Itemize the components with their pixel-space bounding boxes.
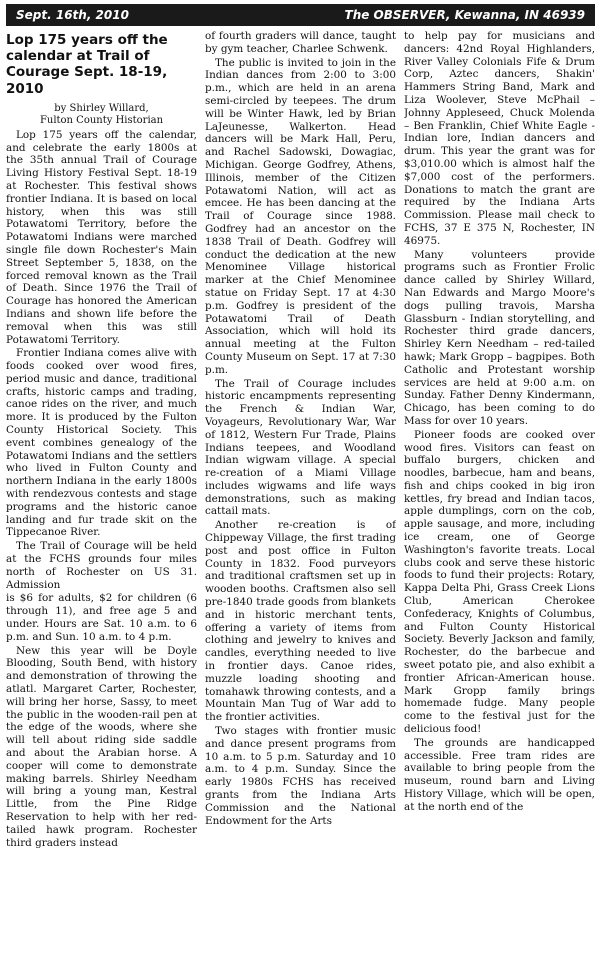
masthead-bar	[6, 4, 595, 26]
paragraph: Frontier Indiana comes alive with foods cooked over wood fires, period music and dance, traditional crafts, historic camps and trading, canoe rides on the river, and much more. It is produced by the Fulton County Historical Society. This event combines genealogy of the Potawatomi Indians and the settlers who lived in Fulton County and northern Indiana in the early 1800s with rendezvous contests and stage programs and the historic canoe landing and fur trade skit on the Tippecanoe River.	[6, 347, 197, 539]
paragraph: Many volunteers provide programs such as Frontier Frolic dance called by Shirley Willard, Nan Edwards and Margo Moore's dogs pulling travois, Marsha Glassburn - Indian storytelling, and Rochester third grade dancers, Shirley Kern Needham – red-tailed hawk; Mark Gropp – bagpipes. Both Catholic and Protestant worship services are held at 9:00 a.m. on Sunday. Father Denny Kindermann, Chicago, has been coming to do Mass for over 10 years.	[404, 248, 595, 427]
paragraph: Pioneer foods are cooked over wood fires. Visitors can feast on buffalo burgers, chicken and noodles, barbecue, ham and beans, fish and chips cooked in big iron kettles, fry bread and Indian tacos, apple dumplings, corn on the cob, apple sausage, and more, including ice cream, one of George Washington's favorite treats. Local clubs cook and serve these historic foods to fund their projects: Rotary, Kappa Delta Phi, Grass Creek Lions Club, American Cherokee Confederacy, Knights of Columbus, and Fulton County Historical Society. Beverly Jackson and family, Rochester, do the barbecue and sweet potato pie, and also exhibit a frontier African-American house. Mark Gropp family brings homemade fudge. Many people come to the festival just for the delicious food!	[404, 428, 595, 736]
article-columns	[6, 30, 595, 964]
byline-name: by Shirley Willard,	[54, 102, 149, 114]
publication-name: The OBSERVER, Kewanna, IN 46939	[344, 8, 585, 22]
article-headline: Lop 175 years off the calendar at Trail of Courage Sept. 18-19, 2010	[6, 32, 168, 97]
paragraph: New this year will be Doyle Blooding, South Bend, with history and demonstration of throwing the atlatl. Margaret Carter, Rochester, will bring her horse, Sassy, to meet the public in the wooden-rail pen at the edge of the woods, where she will tell about riding side saddle and about the Arabian horse. A cooper will come to demonstrate making barrels. Shirley Needham will bring a young man, Kestral Little, from the Pine Ridge Reservation to help with her red-tailed hawk program. Rochester third graders instead	[6, 644, 197, 849]
paragraph: The public is invited to join in the Indian dances from 2:00 to 3:00 p.m., which are held in an arena semi-circled by teepees. The drum will be Winter Hawk, led by Brian LaJeunesse, Walkerton. Head dancers will be Mark Hall, Peru, and Rachel Sadowski, Dowagiac, Michigan. George Godfrey, Athens, Illinois, member of the Citizen Potawatomi Nation, will act as emcee. He has been dancing at the Trail of Courage since 1988. Godfrey had an ancestor on the 1838 Trail of Death. Godfrey will conduct the dedication at the new Menominee Village historical marker at the Chief Menominee statue on Friday Sept. 17 at 4:30 p.m. Godfrey is president of the Potawatomi Trail of Death Association, which will hold its annual meeting at the Fulton County Museum on Sept. 17 at 7:30 p.m.	[205, 56, 396, 376]
paragraph: Another re-creation is of Chippeway Village, the first trading post and post office in Fulton County in 1832. Food purveyors and traditional craftsmen set up in wooden booths. Craftsmen also sell pre-1840 trade goods from blankets and in historic merchant tents, offering a variety of items from clothing and jewelry to knives and candles, everything needed to live in frontier days. Canoe rides, muzzle loading shooting and tomahawk throwing contests, and a Mountain Man Tug of War add to the frontier activities.	[205, 519, 396, 724]
byline-title: Fulton County Historian	[39, 114, 164, 126]
paragraph: The Trail of Courage will be held at the FCHS grounds four miles north of Rochester on US 31. Admission	[6, 540, 197, 591]
paragraph: Lop 175 years off the calendar, and celebrate the early 1800s at the 35th annual Trail of Courage Living History Festival Sept. 18-19 at Rochester. This festival shows frontier Indiana. It is based on local history, when this was still Potawatomi Territory, before the Potawatomi Indians were marched single file down Rochester's Main Street September 5, 1838, on the forced removal known as the Trail of Death. Since 1976 the Trail of Courage has honored the American Indians and shown life before the removal when this was still Potawatomi Territory.	[6, 128, 197, 346]
column-2	[205, 30, 396, 964]
paragraph: of fourth graders will dance, taught by gym teacher, Charlee Schwenk.	[205, 30, 396, 55]
paragraph: The Trail of Courage includes historic encampments representing the French & Indian War, Voyageurs, Revolutionary War, War of 1812, Western Fur Trade, Plains Indians teepees, and Woodland Indian wigwam village. A special re-creation of a Miami Village includes wigwams and life ways demonstrations, such as making cattail mats.	[205, 377, 396, 518]
paragraph: is $6 for adults, $2 for children (6 through 11), and free age 5 and under. Hours are Sat. 10 a.m. to 6 p.m. and Sun. 10 a.m. to 4 p.m.	[6, 592, 197, 643]
column-3	[404, 30, 595, 964]
column-1	[6, 30, 197, 964]
paragraph: Two stages with frontier music and dance present programs from 10 a.m. to 5 p.m. Saturday and 10 a.m. to 4 p.m. Sunday. Since the early 1980s FCHS has received grants from the Indiana Arts Commission and the National Endowment for the Arts	[205, 725, 396, 827]
byline	[6, 103, 197, 127]
paragraph: to help pay for musicians and dancers: 42nd Royal Highlanders, River Valley Colonials Fife & Drum Corp, Aztec dancers, Shakin' Hammers String Band, Mark and Liza Woolever, Steve McPhail – Johnny Appleseed, Chuck Molenda – Ben Franklin, Chief White Eagle - Indian lore, Indian dancers and drum. This year the grant was for $3,010.00 which is almost half the $7,000 cost of the performers. Donations to match the grant are required by the Indiana Arts Commission. Please mail check to FCHS, 37 E 375 N, Rochester, IN 46975.	[404, 30, 595, 247]
issue-date: Sept. 16th, 2010	[16, 8, 129, 22]
paragraph: The grounds are handicapped accessible. Free tram rides are available to bring people from the museum, round barn and Living History Village, which will be open, at the north end of the	[404, 736, 595, 813]
